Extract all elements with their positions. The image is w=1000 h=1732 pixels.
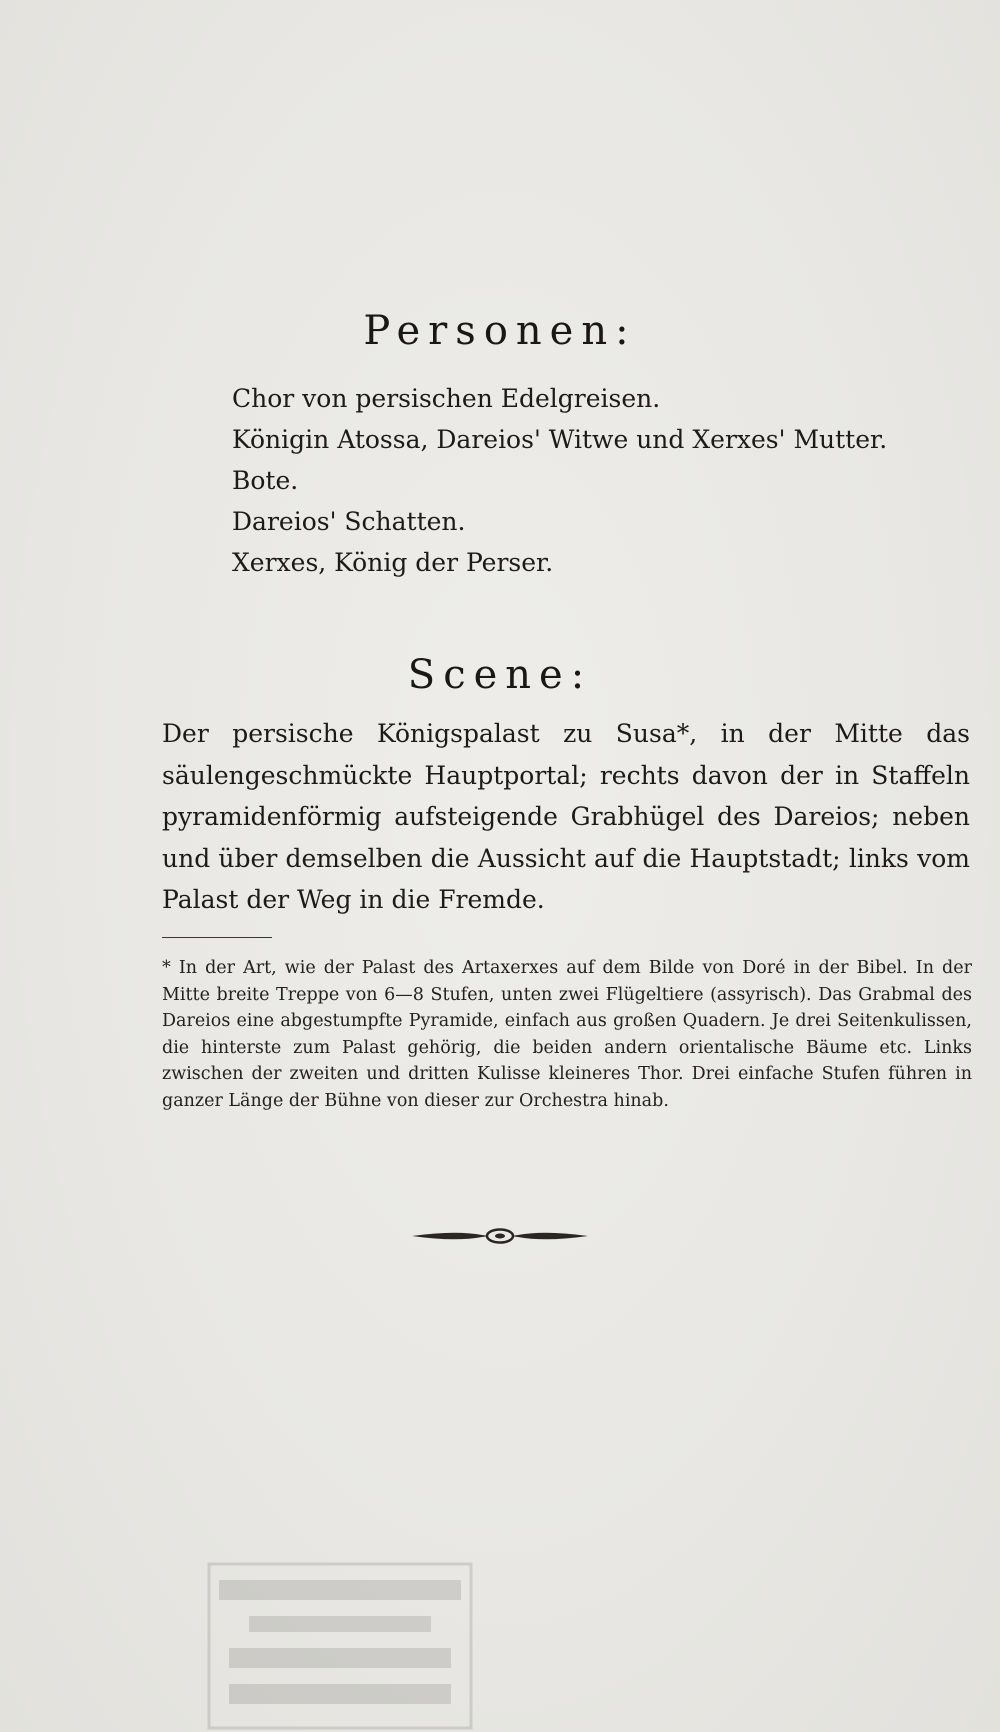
person-entry: Chor von persischen Edelgreisen.	[232, 384, 661, 413]
library-stamp-icon	[205, 1560, 475, 1732]
person-entry: Bote.	[232, 466, 299, 495]
person-entry: Königin Atossa, Dareios' Witwe und Xerxes' Mutter.	[232, 425, 888, 454]
footnote: * In der Art, wie der Palast des Artaxerxes auf dem Bilde von Doré in der Bibel. In der Mitte breite Treppe von 6—8 Stufen, unten zwei Flügeltiere (assyrisch). Das Grabmal des Dareios eine abgestumpfte Pyramide, einfach aus großen Quadern. Je drei Seitenkulissen, die hinterste zum Palast gehörig, die beiden andern orientalische Bäume etc. Links zwischen der zweiten und dritten Kulisse kleineres Thor. Drei einfache Stufen führen in ganzer Länge der Bühne von dieser zur Orchestra hinab.	[162, 958, 972, 1111]
persons-list	[232, 378, 932, 583]
ornament-divider-icon	[410, 1224, 590, 1248]
footnote-rule	[162, 937, 272, 938]
person-entry: Xerxes, König der Perser.	[232, 548, 554, 577]
heading-personen: Personen:	[363, 308, 637, 354]
scene-description: Der persische Königspalast zu Susa*, in der Mitte das säulengeschmückte Hauptportal; rechts davon der in Staffeln pyramidenförmig aufsteigende Grabhügel des Dareios; neben und über demselben die Aussicht auf die Hauptstadt; links vom Palast der Weg in die Fremde.	[162, 719, 970, 914]
heading-scene: Scene:	[407, 652, 593, 698]
person-entry: Dareios' Schatten.	[232, 507, 466, 536]
